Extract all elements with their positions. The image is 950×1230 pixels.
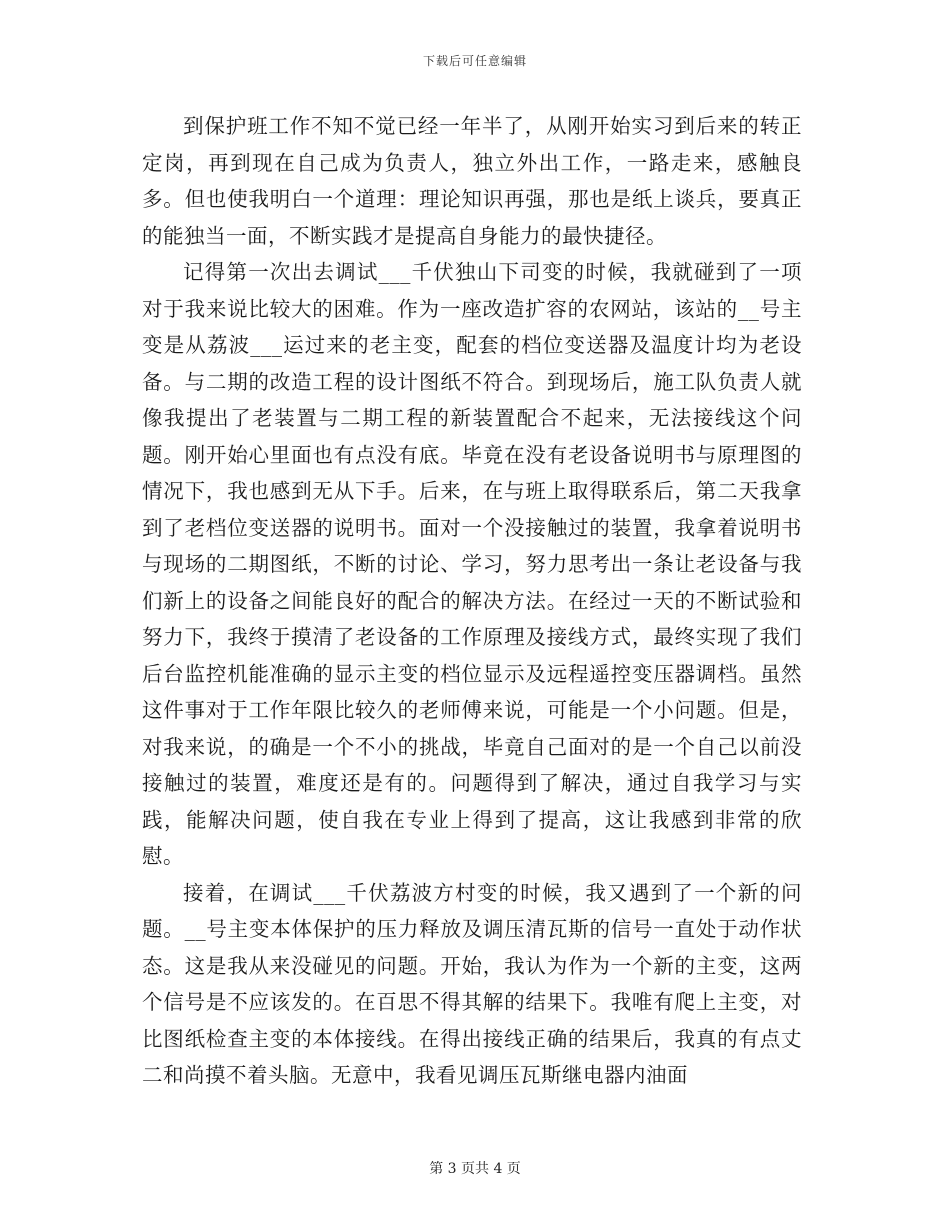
page-number-footer: 第 3 页共 4 页 xyxy=(429,1161,521,1177)
document-body xyxy=(142,108,802,1094)
page-header: 下载后可任意编辑 xyxy=(422,54,527,68)
paragraph-3: 接着，在调试___千伏荔波方村变的时候，我又遇到了一个新的问题。__号主变本体保护的压力释放及调压清瓦斯的信号一直处于动作状态。这是我从来没碰见的问题。开始，我认为作为一个新的主变，这两个信号是不应该发的。在百思不得其解的结果下。我唯有爬上主变，对比图纸检查主变的本体接线。在得出接线正确的结果后，我真的有点丈二和尚摸不着头脑。无意中，我看见调压瓦斯继电器内油面 xyxy=(142,880,802,1087)
paragraph-2: 记得第一次出去调试___千伏独山下司变的时候，我就碰到了一项对于我来说比较大的困难。作为一座改造扩容的农网站，该站的__号主变是从荔波___运过来的老主变，配套的档位变送器及温度计均为老设备。与二期的改造工程的设计图纸不符合。到现场后，施工队负责人就像我提出了老装置与二期工程的新装置配合不起来，无法接线这个问题。刚开始心里面也有点没有底。毕竟在没有老设备说明书与原理图的情况下，我也感到无从下手。后来，在与班上取得联系后，第二天我拿到了老档位变送器的说明书。面对一个没接触过的装置，我拿着说明书与现场的二期图纸，不断的讨论、学习，努力思考出一条让老设备与我们新上的设备之间能良好的配合的解决方法。在经过一天的不断试验和努力下，我终于摸清了老设备的工作原理及接线方式，最终实现了我们后台监控机能准确的显示主变的档位显示及远程遥控变压器调档。虽然这件事对于工作年限比较久的老师傅来说，可能是一个小问题。但是，对我来说，的确是一个不小的挑战，毕竟自己面对的是一个自己以前没接触过的装置，难度还是有的。问题得到了解决，通过自我学习与实践，能解决问题，使自我在专业上得到了提高，这让我感到非常的欣慰。 xyxy=(142,260,802,868)
paragraph-1: 到保护班工作不知不觉已经一年半了，从刚开始实习到后来的转正定岗，再到现在自己成为负责人，独立外出工作，一路走来，感触良多。但也使我明白一个道理：理论知识再强，那也是纸上谈兵，要真正的能独当一面，不断实践才是提高自身能力的最快捷径。 xyxy=(142,114,802,248)
